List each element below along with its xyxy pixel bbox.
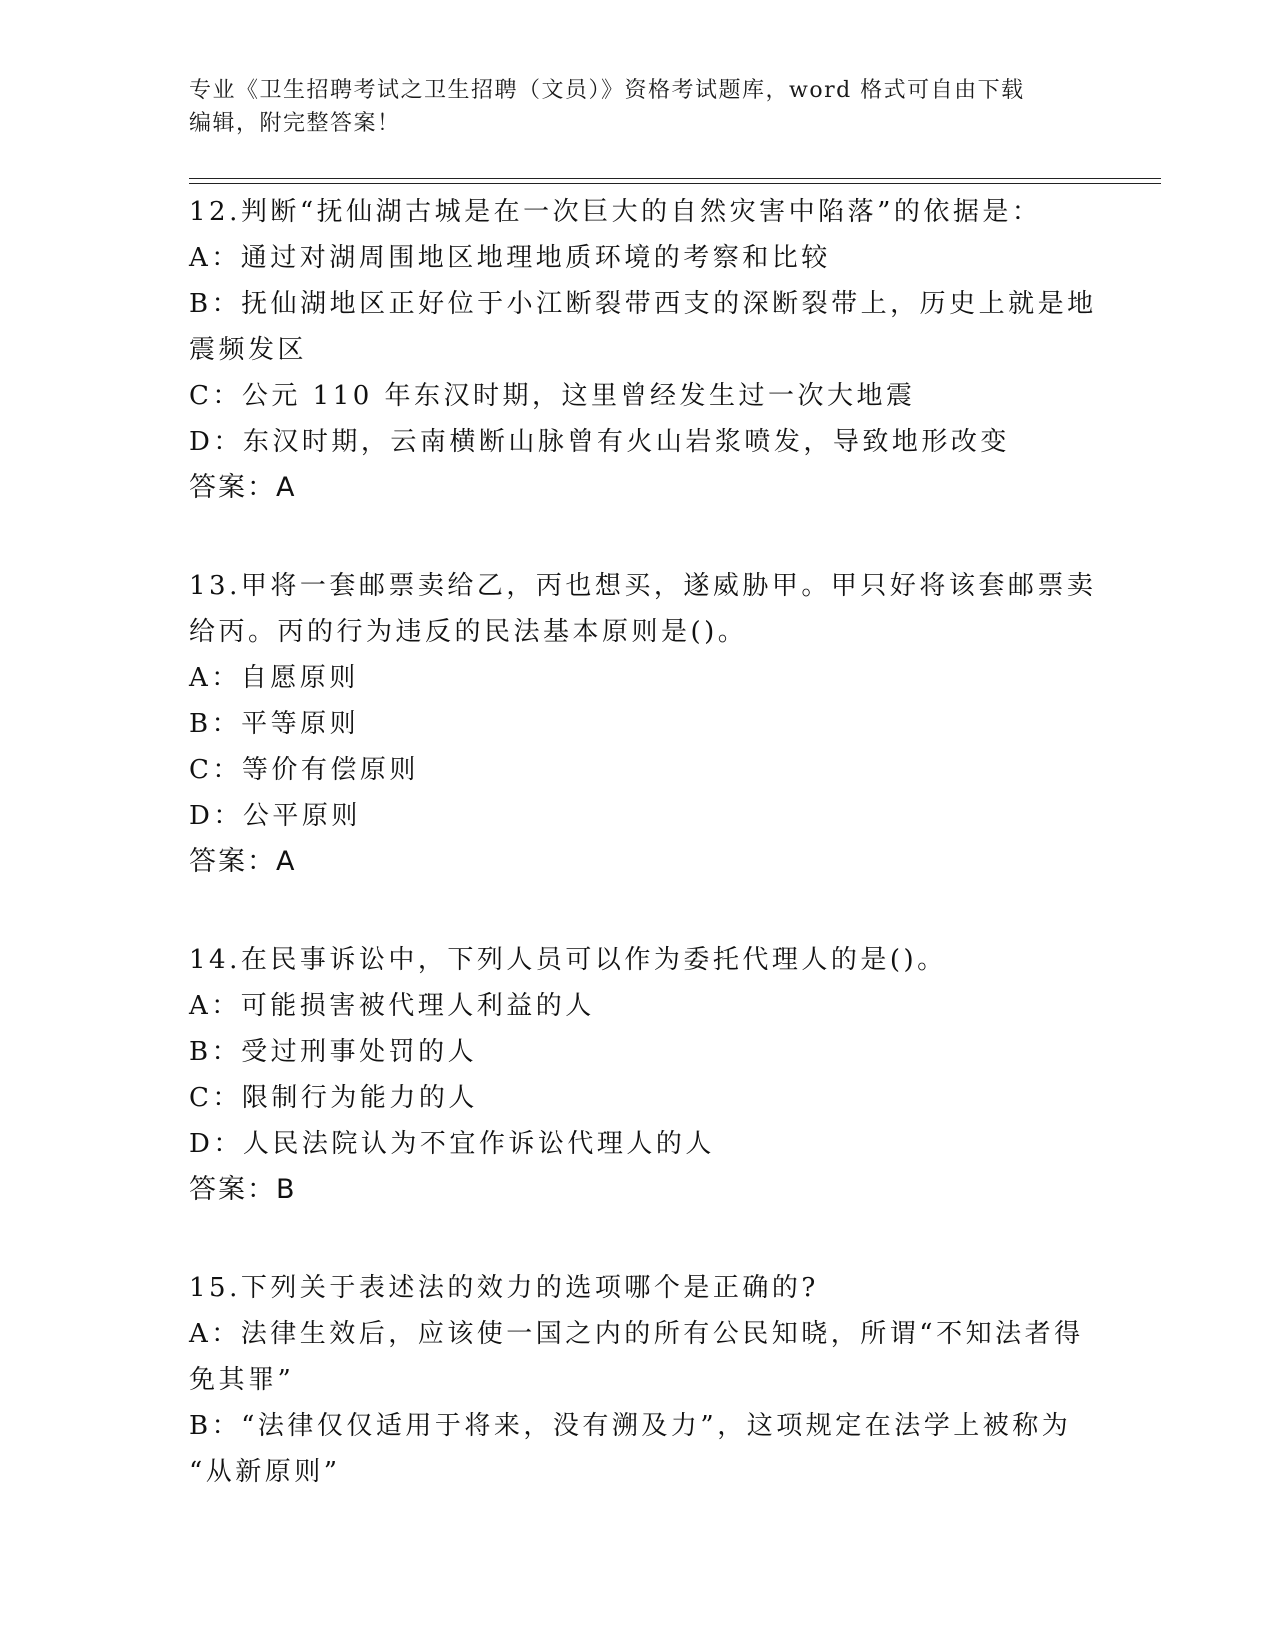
question-13 bbox=[189, 563, 1097, 885]
option-d: D：公平原则 bbox=[189, 801, 361, 831]
question-list bbox=[189, 189, 1097, 1547]
answer-line: 答案：A bbox=[189, 472, 297, 503]
option-b: B：受过刑事处罚的人 bbox=[189, 1037, 478, 1067]
option-b: B：“法律仅仅适用于将来，没有溯及力”，这项规定在法学上被称为 bbox=[189, 1411, 1072, 1441]
answer-line: 答案：A bbox=[189, 846, 297, 877]
question-12 bbox=[189, 189, 1097, 511]
answer-line: 答案：B bbox=[189, 1174, 297, 1205]
option-c: C：限制行为能力的人 bbox=[189, 1083, 478, 1113]
option-b-continued: “从新原则” bbox=[189, 1457, 341, 1487]
option-c: C：等价有偿原则 bbox=[189, 755, 419, 785]
option-a: A：自愿原则 bbox=[189, 663, 359, 693]
header-line-2: 编辑，附完整答案！ bbox=[189, 111, 401, 136]
header-divider-bottom bbox=[189, 183, 1161, 184]
question-stem-line: 13.甲将一套邮票卖给乙，丙也想买，遂威胁甲。甲只好将该套邮票卖 bbox=[189, 571, 1097, 601]
document-header bbox=[189, 74, 1089, 140]
option-b: B：抚仙湖地区正好位于小江断裂带西支的深断裂带上，历史上就是地 bbox=[189, 289, 1097, 319]
option-a: A：法律生效后，应该使一国之内的所有公民知晓，所谓“不知法者得 bbox=[189, 1319, 1084, 1349]
option-c: C：公元 110 年东汉时期，这里曾经发生过一次大地震 bbox=[189, 381, 916, 411]
question-stem-line: 14.在民事诉讼中，下列人员可以作为委托代理人的是()。 bbox=[189, 945, 947, 975]
question-stem-line: 15.下列关于表述法的效力的选项哪个是正确的? bbox=[189, 1273, 819, 1303]
header-line-1: 专业《卫生招聘考试之卫生招聘（文员）》资格考试题库，word 格式可自由下载 bbox=[189, 78, 1025, 103]
question-15 bbox=[189, 1265, 1089, 1495]
option-a: A：可能损害被代理人利益的人 bbox=[189, 991, 595, 1021]
option-d: D：人民法院认为不宜作诉讼代理人的人 bbox=[189, 1129, 715, 1159]
option-a: A：通过对湖周围地区地理地质环境的考察和比较 bbox=[189, 243, 831, 273]
header-divider-top bbox=[189, 178, 1161, 179]
option-b: B：平等原则 bbox=[189, 709, 360, 739]
option-a-continued: 免其罪” bbox=[189, 1365, 295, 1395]
question-stem-line: 12.判断“抚仙湖古城是在一次巨大的自然灾害中陷落”的依据是： bbox=[189, 197, 1042, 227]
question-14 bbox=[189, 937, 1089, 1213]
question-stem-line-continued: 给丙。丙的行为违反的民法基本原则是()。 bbox=[189, 617, 748, 647]
option-d: D：东汉时期，云南横断山脉曾有火山岩浆喷发，导致地形改变 bbox=[189, 427, 1010, 457]
option-b-continued: 震频发区 bbox=[189, 335, 308, 365]
